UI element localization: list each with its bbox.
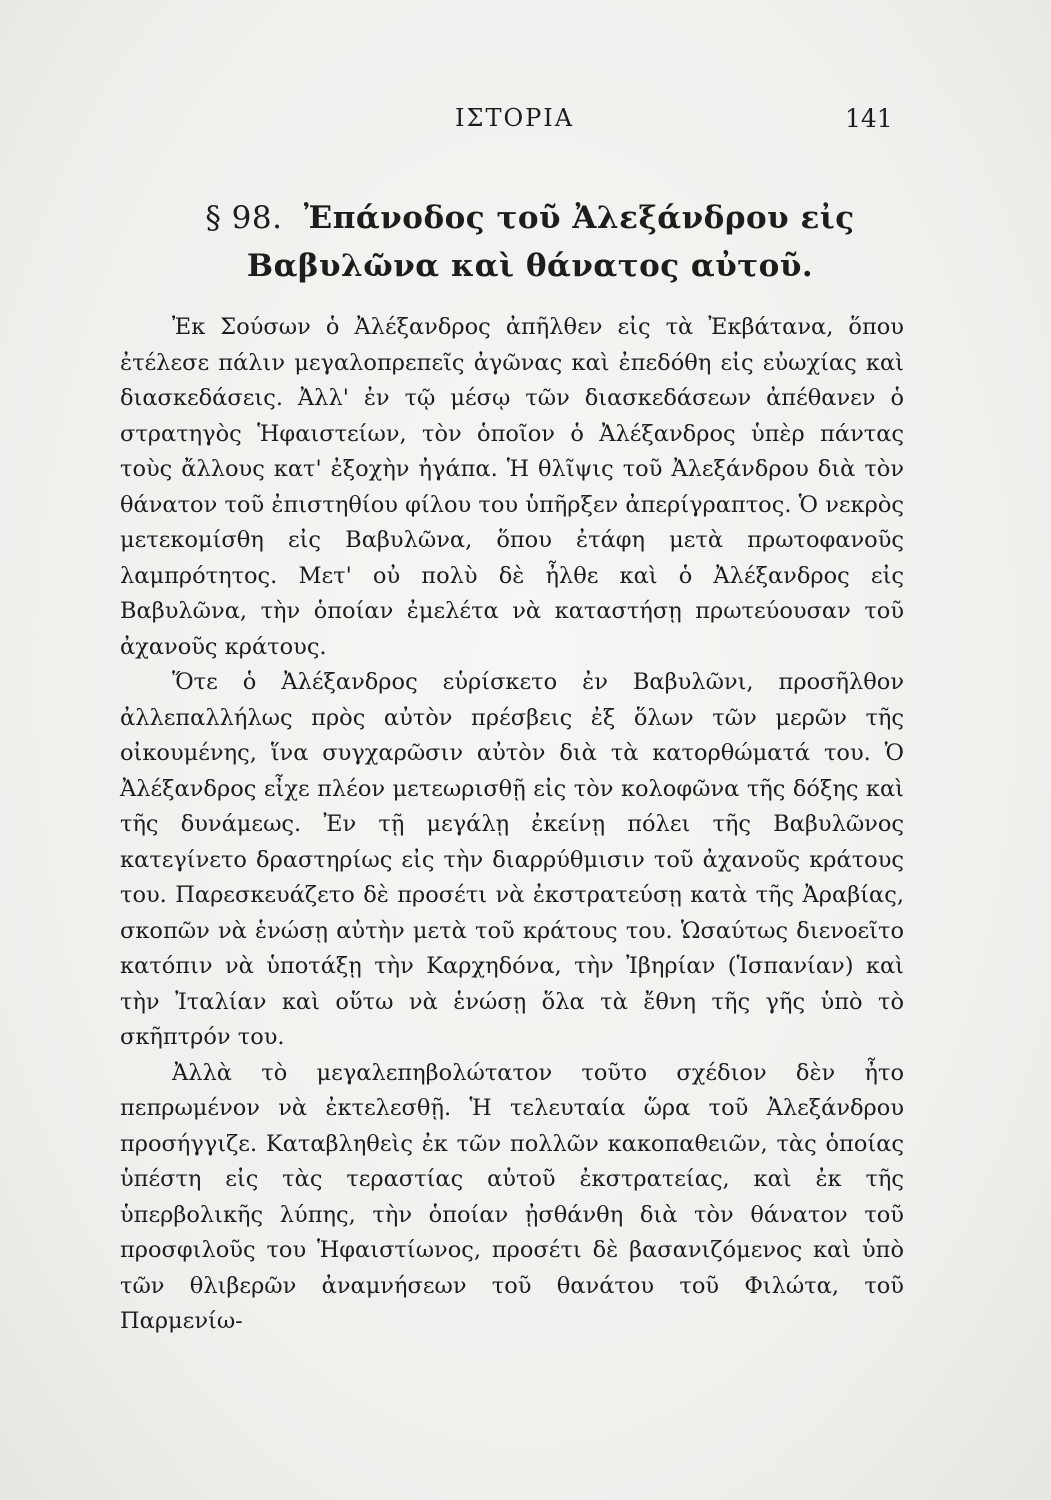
paragraph: Ὅτε ὁ Ἀλέξανδρος εὑρίσκετο ἐν Βαβυλῶνι, προσῆλθον ἀλλεπαλλήλως πρὸς αὐτὸν πρέσβεις ἐξ ὅλων τῶν μερῶν τῆς οἰκουμένης, ἵνα συγχαρῶσιν αὐτὸν διὰ τὰ κατορθώματά του. Ὁ Ἀλέξανδρος εἶχε πλέον μετεωρισθῇ εἰς τὸν κολοφῶνα τῆς δόξης καὶ τῆς δυνάμεως. Ἐν τῇ μεγάλῃ ἐκείνῃ πόλει τῆς Βαβυλῶνος κατεγίνετο δραστηρίως εἰς τὴν διαρρύθμισιν τοῦ ἀχανοῦς κράτους του. Παρεσκευάζετο δὲ προσέτι νὰ ἐκστρατεύσῃ κατὰ τῆς Ἀραβίας, σκοπῶν νὰ ἑνώσῃ αὐτὴν μετὰ τοῦ κράτους του. Ὡσαύτως διενοεῖτο κατόπιν νὰ ὑποτάξῃ τὴν Καρχηδόνα, τὴν Ἰβηρίαν (Ἱσπανίαν) καὶ τὴν Ἰταλίαν καὶ οὕτω νὰ ἑνώσῃ ὅλα τὰ ἔθνη τῆς γῆς ὑπὸ τὸ σκῆπτρόν του. — [120, 669, 904, 1050]
running-title: ΙΣΤΟΡΙΑ — [455, 104, 575, 132]
paragraph: Ἐκ Σούσων ὁ Ἀλέξανδρος ἀπῆλθεν εἰς τὰ Ἐκβάτανα, ὅπου ἐτέλεσε πάλιν μεγαλοπρεπεῖς ἀγῶνας καὶ ἐπεδόθη εἰς εὐωχίας καὶ διασκεδάσεις. Ἀλλ' ἐν τῷ μέσῳ τῶν διασκεδάσεων ἀπέθανεν ὁ στρατηγὸς Ἡφαιστείων, τὸν ὁποῖον ὁ Ἀλέξανδρος ὑπὲρ πάντας τοὺς ἄλλους κατ' ἐξοχὴν ἠγάπα. Ἡ θλῖψις τοῦ Ἀλεξάνδρου διὰ τὸν θάνατον τοῦ ἐπιστηθίου φίλου του ὑπῆρξεν ἀπερίγραπτος. Ὁ νεκρὸς μετεκομίσθη εἰς Βαβυλῶνα, ὅπου ἐτάφη μετὰ πρωτοφανοῦς λαμπρότητος. Μετ' οὐ πολὺ δὲ ἦλθε καὶ ὁ Ἀλέξανδρος εἰς Βαβυλῶνα, τὴν ὁποίαν ἐμελέτα νὰ καταστήσῃ πρωτεύουσαν τοῦ ἀχανοῦς κράτους. — [120, 314, 904, 660]
page-header — [0, 104, 1051, 138]
body-text — [120, 310, 904, 1340]
paragraph: Ἀλλὰ τὸ μεγαλεπηβολώτατον τοῦτο σχέδιον δὲν ἦτο πεπρωμένον νὰ ἐκτελεσθῇ. Ἡ τελευταία ὥρα τοῦ Ἀλεξάνδρου προσήγγιζε. Καταβληθεὶς ἐκ τῶν πολλῶν κακοπαθειῶν, τὰς ὁποίας ὑπέστη εἰς τὰς τεραστίας αὐτοῦ ἐκστρατείας, καὶ ἐκ τῆς ὑπερβολικῆς λύπης, τὴν ὁποίαν ᾐσθάνθη διὰ τὸν θάνατον τοῦ προσφιλοῦς του Ἡφαιστίωνος, προσέτι δὲ βασανιζόμενος καὶ ὑπὸ τῶν θλιβερῶν ἀναμνήσεων τοῦ θανάτου τοῦ Φιλώτα, τοῦ Παρμενίω- — [120, 1059, 904, 1334]
page-number: 141 — [845, 104, 893, 133]
section-title: Ἐπάνοδος τοῦ Ἀλεξάνδρου εἰς Βαβυλῶνα καὶ θάνατος αὐτοῦ. — [246, 200, 855, 284]
section-number: § 98. — [205, 200, 283, 236]
section-heading — [170, 194, 890, 290]
